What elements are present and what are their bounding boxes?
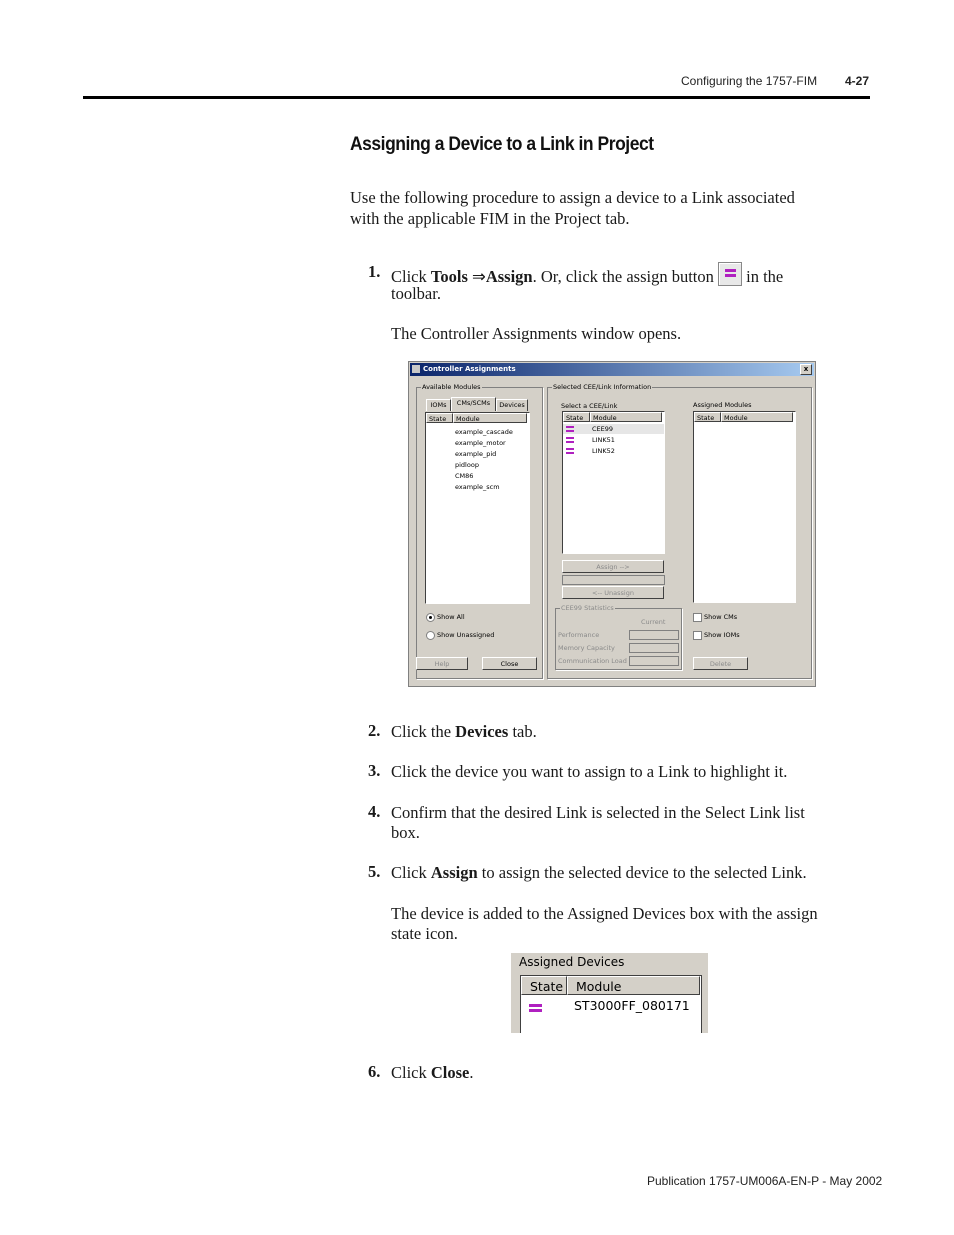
step-2-devices: Devices	[455, 722, 509, 741]
tab-devices[interactable]: Devices	[496, 399, 528, 411]
step-5-result-1: The device is added to the Assigned Devices box with the assign	[391, 904, 818, 923]
step-1-post: . Or, click the assign button	[532, 267, 719, 286]
col-state[interactable]: State	[694, 412, 721, 422]
selected-row-highlight	[563, 424, 664, 434]
assign-button[interactable]: Assign -->	[562, 560, 664, 573]
step-4-line-2: box.	[391, 823, 420, 842]
step-3-number: 3.	[368, 761, 381, 780]
dialog-title: Controller Assignments	[423, 365, 516, 373]
col-state[interactable]: State	[426, 413, 453, 423]
list-item[interactable]: LINK51	[592, 436, 615, 444]
step-1-line-2: toolbar.	[391, 284, 441, 303]
list-item[interactable]: example_pid	[455, 450, 497, 458]
show-ioms-label: Show IOMs	[704, 631, 740, 639]
state-icon	[529, 1009, 542, 1012]
list-item[interactable]: CEE99	[592, 425, 614, 433]
step-1-assign: Assign	[485, 267, 533, 286]
list-item[interactable]: example_cascade	[455, 428, 513, 436]
state-icon	[566, 437, 574, 439]
step-6-text	[391, 1062, 474, 1083]
step-2-number: 2.	[368, 721, 381, 740]
available-modules-label: Available Modules	[422, 383, 481, 391]
step-6-post: .	[469, 1063, 474, 1082]
state-icon	[566, 426, 574, 428]
state-icon	[529, 1004, 542, 1007]
comm-field	[629, 656, 679, 666]
assigned-devices-panel	[511, 953, 708, 1033]
list-item[interactable]: LINK52	[592, 447, 615, 455]
list-item[interactable]: pidloop	[455, 461, 479, 469]
selected-link-label: Selected CEE/Link Information	[553, 383, 652, 391]
step-1-number: 1.	[368, 262, 381, 281]
publication-footer: Publication 1757-UM006A-EN-P - May 2002	[647, 1174, 883, 1188]
col-state[interactable]: State	[563, 412, 590, 422]
step-2-text	[391, 721, 537, 742]
memory-label: Memory Capacity	[558, 644, 615, 652]
statistics-label: CEE99 Statistics	[561, 604, 614, 612]
step-5-post: to assign the selected device to the selected Link.	[477, 863, 807, 882]
memory-field	[629, 643, 679, 653]
state-icon	[566, 448, 574, 450]
assigned-modules-list[interactable]	[693, 411, 796, 603]
col-module[interactable]: Module	[567, 976, 700, 995]
assigned-modules-label: Assigned Modules	[693, 401, 752, 409]
step-1-result: The Controller Assignments window opens.	[391, 324, 682, 343]
col-module[interactable]: Module	[590, 412, 662, 422]
state-icon	[566, 441, 574, 443]
select-link-label: Select a CEE/Link	[561, 402, 618, 410]
available-modules-list[interactable]	[425, 412, 530, 604]
step-6-close: Close	[430, 1063, 470, 1082]
help-button[interactable]: Help	[416, 657, 468, 670]
step-2-post: tab.	[508, 722, 537, 741]
delete-button[interactable]: Delete	[693, 657, 748, 670]
step-2-pre: Click the	[391, 722, 456, 741]
state-icon	[566, 452, 574, 454]
col-state[interactable]: State	[521, 976, 567, 995]
close-icon[interactable]: x	[800, 364, 812, 375]
assigned-devices-title: Assigned Devices	[519, 955, 625, 969]
intro-line-1: Use the following procedure to assign a device to a Link associated	[350, 188, 795, 207]
running-header-title: Configuring the 1757-FIM	[681, 74, 818, 88]
show-unassigned-radio[interactable]	[426, 631, 435, 640]
step-6-number: 6.	[368, 1062, 381, 1081]
controller-assignments-dialog	[408, 361, 816, 687]
step-5-text	[391, 862, 807, 883]
list-item[interactable]: example_scm	[455, 483, 500, 491]
tab-ioms[interactable]: IOMs	[426, 399, 451, 411]
col-module[interactable]: Module	[721, 412, 793, 422]
list-item[interactable]: example_motor	[455, 439, 506, 447]
performance-field	[629, 630, 679, 640]
assign-toolbar-icon	[718, 262, 742, 286]
show-unassigned-label: Show Unassigned	[437, 631, 495, 639]
dialog-titlebar	[410, 363, 814, 376]
step-4-line-1: Confirm that the desired Link is selected in the Select Link list	[391, 803, 805, 822]
section-title: Assigning a Device to a Link in Project	[350, 134, 654, 155]
col-module[interactable]: Module	[453, 413, 527, 423]
step-1-arrow: ⇒	[467, 267, 486, 286]
show-cms-checkbox[interactable]	[693, 613, 702, 622]
step-5-pre: Click	[391, 863, 431, 882]
show-all-radio[interactable]	[426, 613, 435, 622]
tab-cms-scms[interactable]: CMs/SCMs	[451, 397, 496, 411]
close-button[interactable]: Close	[482, 657, 537, 670]
page-number: 4-27	[845, 74, 870, 88]
assigned-device-row[interactable]: ST3000FF_080171	[574, 998, 690, 1013]
step-5-result-2: state icon.	[391, 924, 458, 943]
performance-label: Performance	[558, 631, 600, 639]
show-ioms-checkbox[interactable]	[693, 631, 702, 640]
show-all-label: Show All	[437, 613, 465, 621]
header-rule	[83, 96, 870, 99]
comm-label: Communication Load	[558, 657, 627, 665]
step-1-text	[391, 262, 783, 287]
link-list[interactable]	[562, 411, 665, 554]
intro-line-2: with the applicable FIM in the Project tab.	[350, 209, 630, 228]
step-3-text: Click the device you want to assign to a Link to highlight it.	[391, 762, 788, 781]
step-4-number: 4.	[368, 802, 381, 821]
step-1-pre: Click	[391, 267, 431, 286]
show-cms-label: Show CMs	[704, 613, 738, 621]
step-5-number: 5.	[368, 862, 381, 881]
app-icon	[412, 365, 420, 373]
progress-bar	[562, 575, 665, 585]
step-1-tools: Tools	[430, 267, 468, 286]
step-6-pre: Click	[391, 1063, 431, 1082]
list-item[interactable]: CM86	[455, 472, 474, 480]
current-label: Current	[641, 618, 666, 626]
state-icon	[566, 430, 574, 432]
step-1-tail: in the	[742, 267, 784, 286]
unassign-button[interactable]: <-- Unassign	[562, 586, 664, 599]
step-5-assign: Assign	[430, 863, 478, 882]
